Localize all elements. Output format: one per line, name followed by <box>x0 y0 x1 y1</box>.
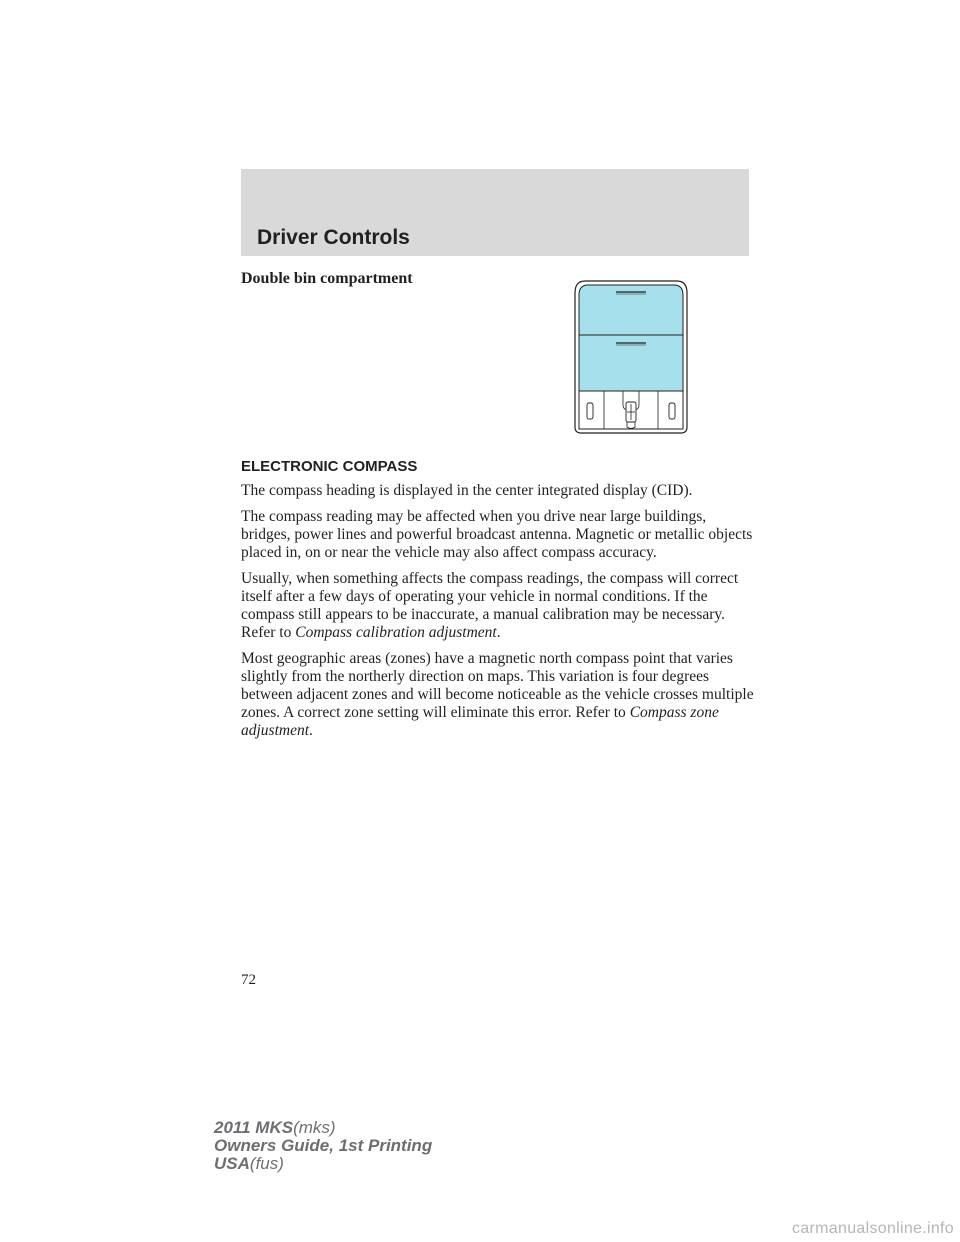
section-header-title: Driver Controls <box>257 226 410 249</box>
cross-reference: Compass calibration adjustment <box>295 624 497 641</box>
footer-line: 2011 MKS(mks) <box>214 1118 336 1137</box>
double-bin-compartment-illustration <box>571 277 691 437</box>
page-number: 72 <box>241 972 256 988</box>
paragraph: The compass heading is displayed in the center integrated display (CID). <box>241 482 693 499</box>
watermark: carmanualsonline.info <box>792 1220 954 1237</box>
paragraph: The compass reading may be affected when you drive near large buildings, bridges, power lines and powerful broadcast antenna. Magnetic or metallic objects placed in, on or near the vehicle may also affect compass accuracy. <box>241 508 753 561</box>
paragraph: Most geographic areas (zones) have a magnetic north compass point that varies slightly from the northerly direction on maps. This variation is four degrees between adjacent zones and will become noticeable as the vehicle crosses multiple zones. A correct zone setting will eliminate this error. Refer to Compass zone adjustment. <box>241 650 754 739</box>
subheading: Double bin compartment <box>241 270 413 287</box>
body-text <box>241 482 756 748</box>
cross-reference: Compass zone adjustment <box>241 704 719 739</box>
paragraph: Usually, when something affects the compass readings, the compass will correct itself after a few days of operating your vehicle in normal conditions. If the compass still appears to be inaccurate, a manual calibration may be necessary. Refer to Compass calibration adjustment. <box>241 570 739 641</box>
footer <box>214 1119 432 1173</box>
section-title: ELECTRONIC COMPASS <box>241 458 418 475</box>
footer-line: USA(fus) <box>214 1154 284 1173</box>
section-header-band <box>241 169 749 256</box>
footer-line: Owners Guide, 1st Printing <box>214 1136 433 1155</box>
